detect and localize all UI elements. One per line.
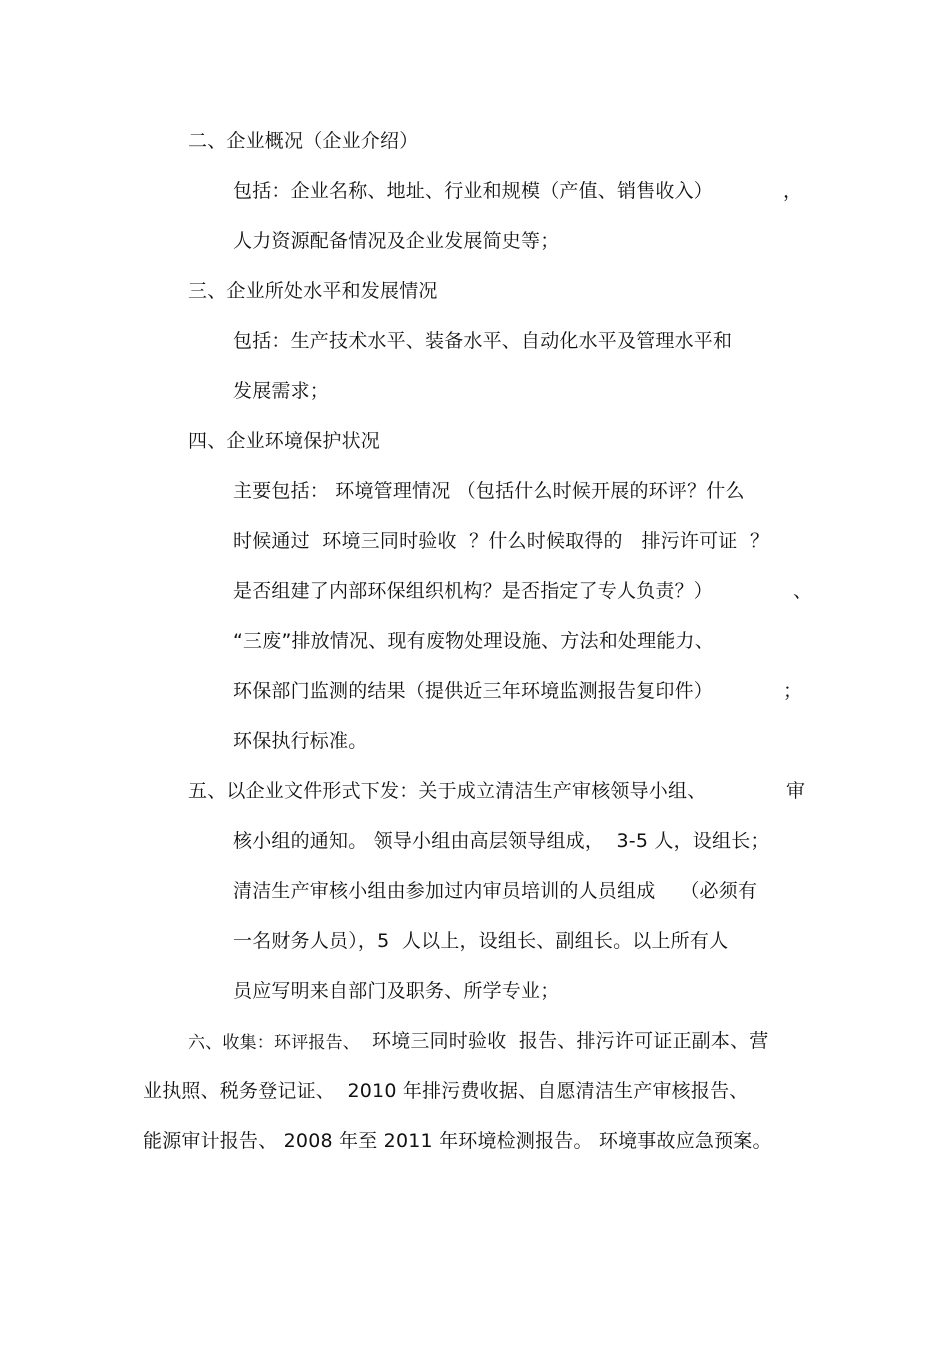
section-4-body-line-2: 时候通过 环境三同时验收 ？什么时候取得的 排污许可证 ？ (233, 530, 770, 552)
section-6-label: 六、收集：环评报告、 (188, 1033, 360, 1053)
section-5-line-4: 一名财务人员），5 人以上，设组长、副组长。以上所有人 (233, 930, 729, 952)
section-6-line-2: 业执照、税务登记证、 2010 年排污费收据、自愿清洁生产审核报告、 (143, 1080, 749, 1102)
section-4-body-line-3: 是否组建了内部环保组织机构？是否指定了专人负责？） (233, 580, 714, 602)
section-4-body-line-5: 环保部门监测的结果（提供近三年环境监测报告复印件） (233, 680, 714, 702)
section-2-body-line-2: 人力资源配备情况及企业发展简史等； (233, 230, 560, 252)
section-5-line-3: 清洁生产审核小组由参加过内审员培训的人员组成 （必须有 (233, 880, 758, 902)
section-4-body-punct-2: ； (783, 680, 803, 702)
section-5-line-1: 五、以企业文件形式下发：关于成立清洁生产审核领导小组、 (188, 780, 707, 802)
section-3-heading: 三、企业所处水平和发展情况 (188, 280, 438, 302)
section-2-body-comma: ， (783, 180, 803, 202)
section-2-heading: 二、企业概况（企业介绍） (188, 130, 419, 152)
section-5-line-2: 核小组的通知。 领导小组由高层领导组成， 3-5 人，设组长； (233, 830, 770, 852)
section-6-line-1: 环境三同时验收 报告、排污许可证正副本、营 (372, 1030, 769, 1052)
section-4-body-line-6: 环保执行标准。 (233, 730, 368, 752)
section-5-line-5: 员应写明来自部门及职务、所学专业； (233, 980, 560, 1002)
section-4-body-line-4: “三废”排放情况、现有废物处理设施、方法和处理能力、 (233, 630, 714, 652)
section-2-body-line-1: 包括：企业名称、地址、行业和规模（产值、销售收入） (233, 180, 714, 202)
section-4-body-line-1: 主要包括： 环境管理情况 （包括什么时候开展的环评？什么 (233, 480, 745, 502)
section-6-line-3: 能源审计报告、 2008 年至 2011 年环境检测报告。 环境事故应急预案。 (143, 1130, 772, 1152)
section-3-body-line-1: 包括：生产技术水平、装备水平、自动化水平及管理水平和 (233, 330, 733, 352)
section-4-heading: 四、企业环境保护状况 (188, 430, 381, 452)
section-3-body-line-2: 发展需求； (233, 380, 330, 402)
section-4-body-punct-1: 、 (793, 580, 813, 602)
section-5-line-1-tail: 审 (786, 780, 806, 802)
